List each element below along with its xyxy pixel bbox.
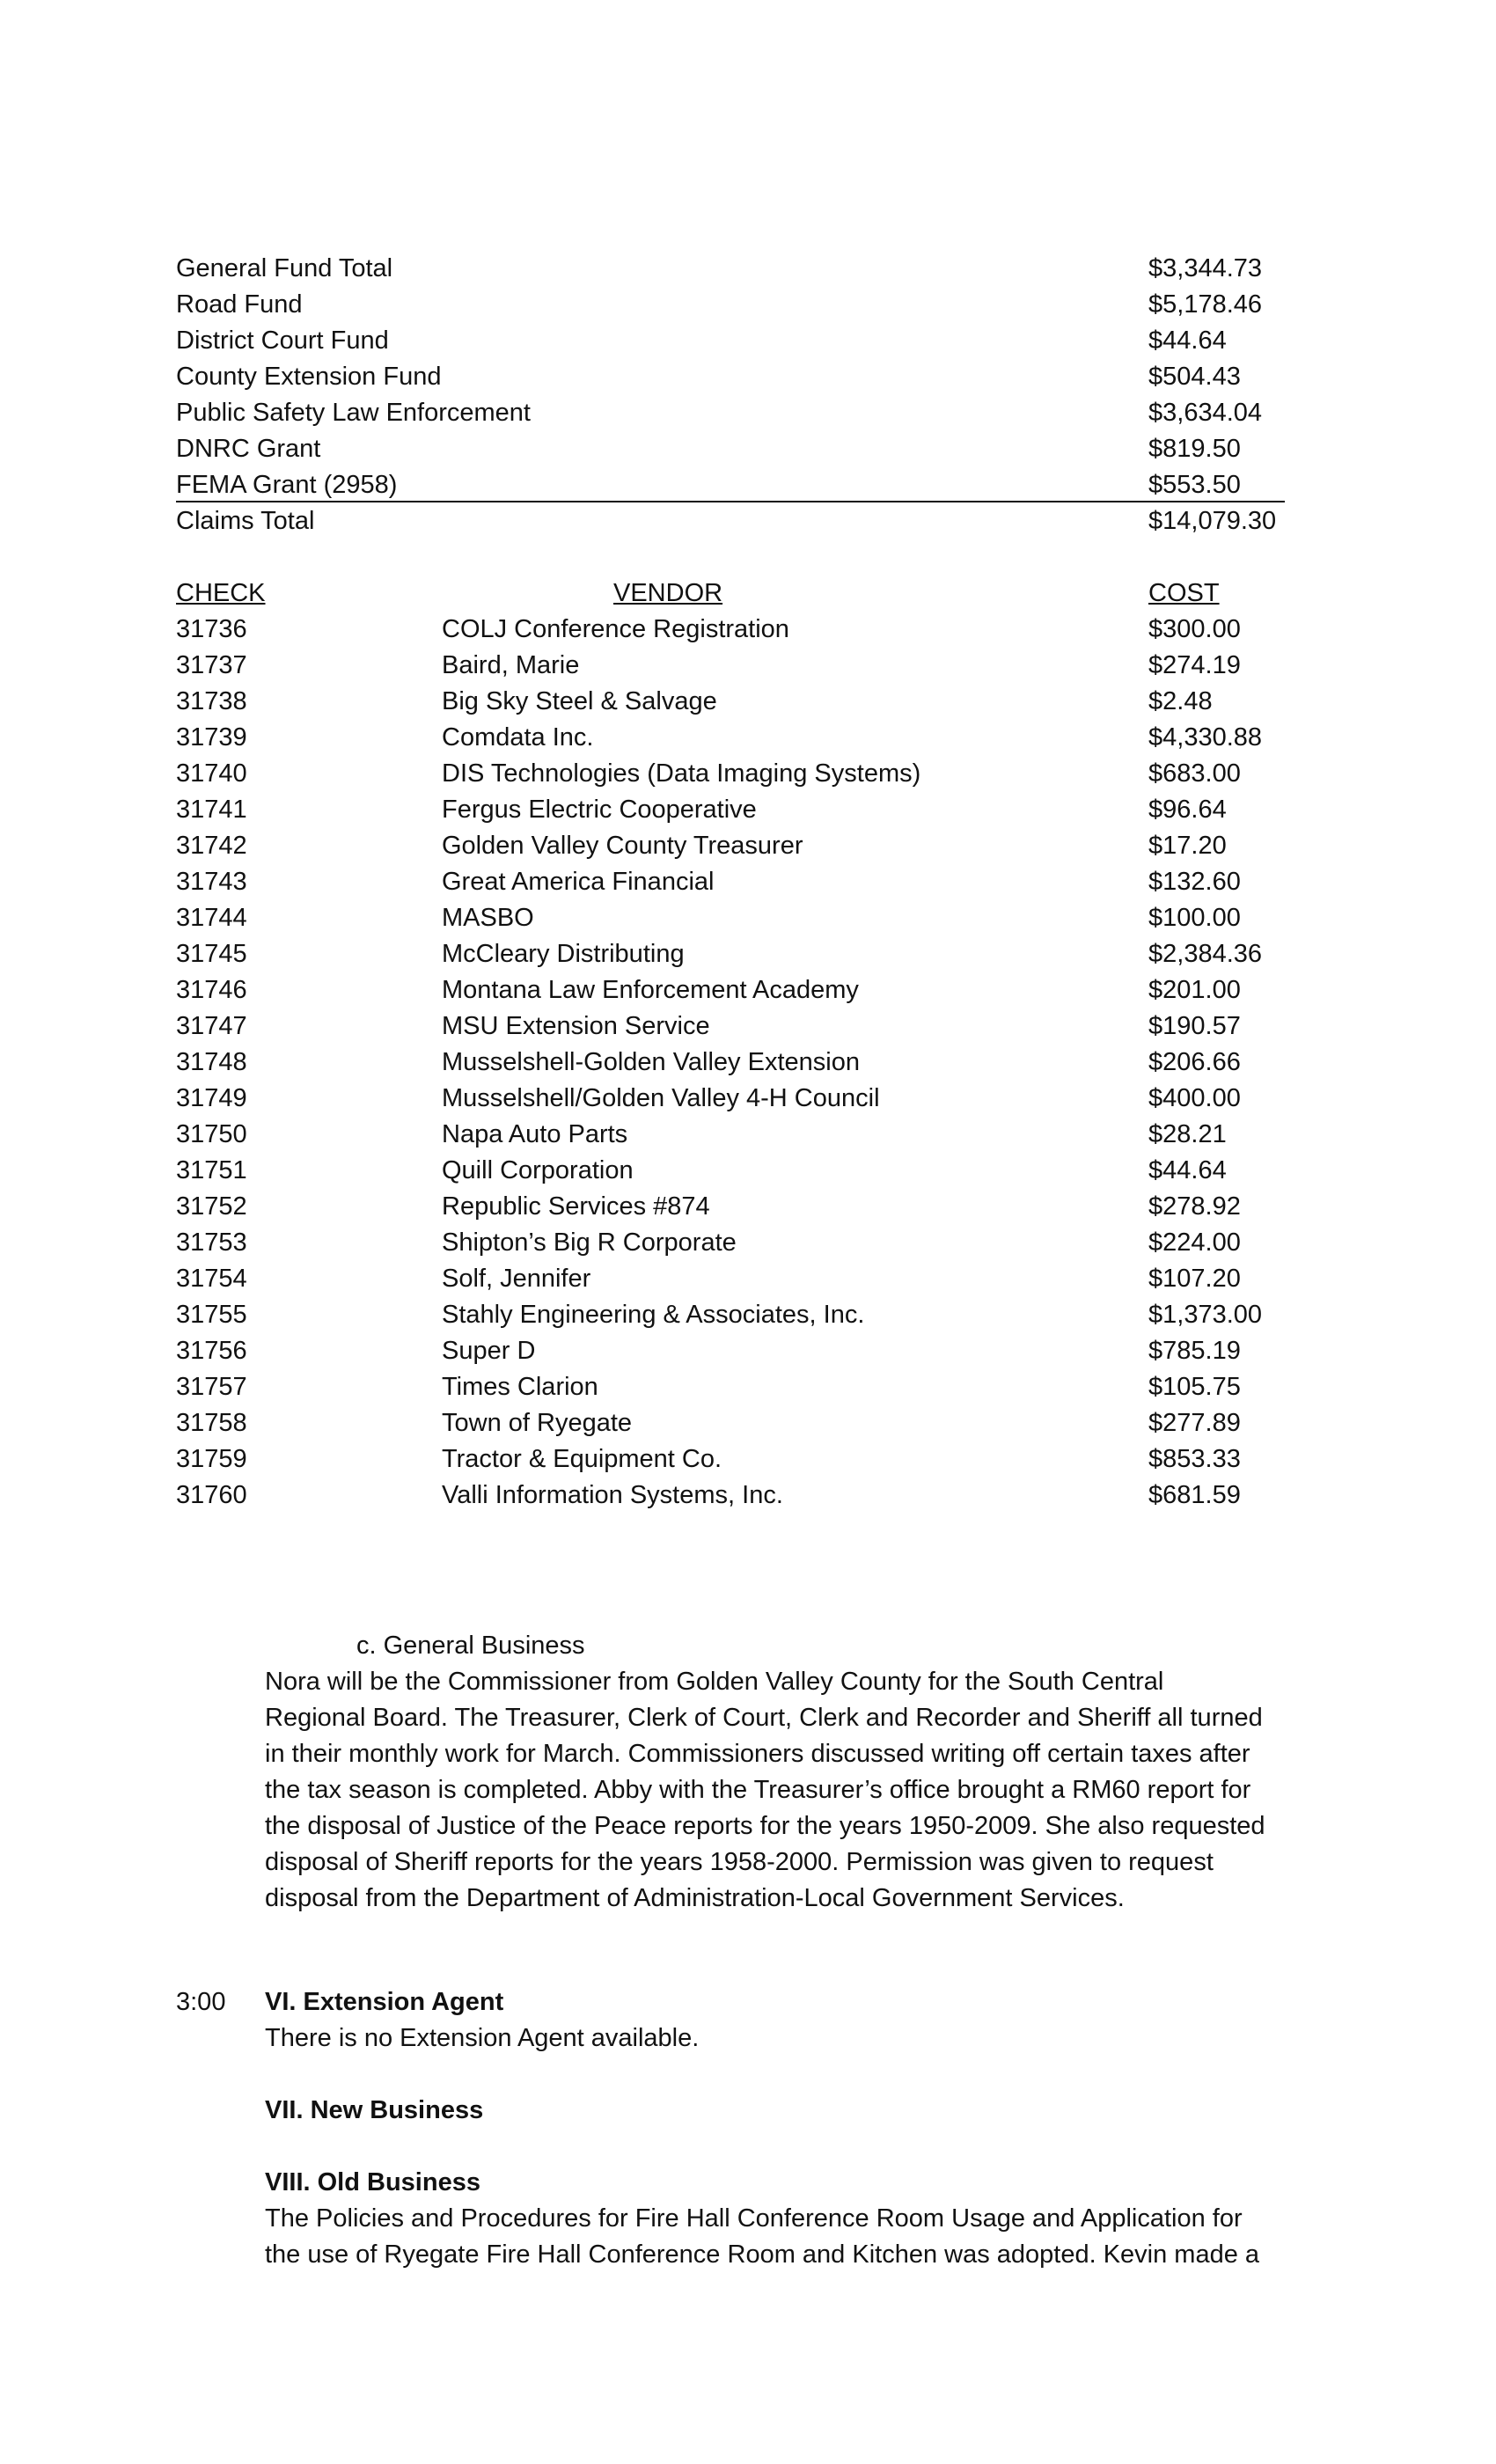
extension-agent-text: There is no Extension Agent available. — [265, 2024, 700, 2052]
table-row — [176, 1008, 1320, 1044]
vendor-name: Super D — [442, 1337, 536, 1365]
check-number: 31754 — [176, 1265, 247, 1293]
check-number: 31759 — [176, 1445, 247, 1473]
table-row — [176, 1369, 1320, 1404]
table-row — [176, 648, 1320, 683]
text-line: Nora will be the Commissioner from Golden Valley County for the South Central — [265, 1668, 1164, 1696]
table-row — [176, 1261, 1320, 1296]
table-row — [176, 684, 1320, 719]
table-row — [176, 1081, 1320, 1116]
text-line: Regional Board. The Treasurer, Clerk of Court, Clerk and Recorder and Sheriff all turned — [265, 1704, 1263, 1732]
vendor-name: Great America Financial — [442, 868, 715, 896]
vendor-name: Big Sky Steel & Salvage — [442, 687, 717, 715]
fund-row-district-court — [176, 323, 1285, 358]
check-cost: $278.92 — [1148, 1192, 1241, 1221]
check-number: 31747 — [176, 1012, 247, 1040]
fund-label: General Fund Total — [176, 254, 393, 282]
check-cost: $274.19 — [1148, 651, 1241, 679]
table-row — [176, 1225, 1320, 1260]
fund-amount: $819.50 — [1148, 435, 1241, 463]
new-business-heading: VII. New Business — [265, 2096, 484, 2124]
table-row — [176, 828, 1320, 863]
check-number: 31745 — [176, 940, 247, 968]
vendor-name: Musselshell-Golden Valley Extension — [442, 1048, 860, 1076]
table-row — [176, 1333, 1320, 1368]
old-business-heading: VIII. Old Business — [265, 2168, 480, 2196]
text-line: disposal of Sheriff reports for the years 1958-2000. Permission was given to request — [265, 1848, 1214, 1876]
header-cost: COST — [1148, 579, 1220, 607]
text-line: the use of Ryegate Fire Hall Conference Room and Kitchen was adopted. Kevin made a — [265, 2240, 1260, 2269]
vendor-name: MASBO — [442, 904, 534, 932]
fund-amount: $5,178.46 — [1148, 290, 1263, 319]
text-line: the disposal of Justice of the Peace reports for the years 1950-2009. She also requested — [265, 1812, 1265, 1840]
check-number: 31738 — [176, 687, 247, 715]
vendor-name: Stahly Engineering & Associates, Inc. — [442, 1301, 865, 1329]
check-cost: $681.59 — [1148, 1481, 1241, 1509]
check-cost: $17.20 — [1148, 832, 1227, 860]
check-cost: $785.19 — [1148, 1337, 1241, 1365]
fund-label: Road Fund — [176, 290, 303, 319]
fund-label: District Court Fund — [176, 326, 389, 355]
table-row — [176, 1441, 1320, 1477]
agenda-time: 3:00 — [176, 1988, 226, 2016]
table-row — [176, 756, 1320, 791]
table-row — [176, 1189, 1320, 1224]
vendor-name: Fergus Electric Cooperative — [442, 796, 757, 824]
check-number: 31744 — [176, 904, 247, 932]
check-cost: $44.64 — [1148, 1156, 1227, 1184]
check-number: 31743 — [176, 868, 247, 896]
check-cost: $853.33 — [1148, 1445, 1241, 1473]
vendor-name: McCleary Distributing — [442, 940, 685, 968]
table-row — [176, 1478, 1320, 1513]
text-line: the tax season is completed. Abby with the Treasurer’s office brought a RM60 report for — [265, 1776, 1251, 1804]
check-number: 31753 — [176, 1228, 247, 1257]
text-line: disposal from the Department of Administration-Local Government Services. — [265, 1884, 1125, 1912]
check-cost: $190.57 — [1148, 1012, 1241, 1040]
table-row — [176, 864, 1320, 899]
table-row — [176, 972, 1320, 1008]
vendor-name: Montana Law Enforcement Academy — [442, 976, 859, 1004]
check-number: 31756 — [176, 1337, 247, 1365]
check-number: 31736 — [176, 615, 247, 643]
check-cost: $683.00 — [1148, 759, 1241, 788]
vendor-name: COLJ Conference Registration — [442, 615, 789, 643]
general-business-heading: c. General Business — [356, 1632, 585, 1660]
vendor-name: Republic Services #874 — [442, 1192, 710, 1221]
vendor-name: Shipton’s Big R Corporate — [442, 1228, 737, 1257]
table-row — [176, 936, 1320, 972]
vendor-name: Napa Auto Parts — [442, 1120, 628, 1148]
check-cost: $107.20 — [1148, 1265, 1241, 1293]
extension-agent-heading: VI. Extension Agent — [265, 1988, 504, 2016]
fund-row-county-extension — [176, 359, 1285, 394]
fund-amount: $44.64 — [1148, 326, 1227, 355]
vendor-name: Times Clarion — [442, 1373, 598, 1401]
vendor-name: Tractor & Equipment Co. — [442, 1445, 722, 1473]
check-cost: $100.00 — [1148, 904, 1241, 932]
check-number: 31740 — [176, 759, 247, 788]
fund-label: County Extension Fund — [176, 363, 442, 391]
vendor-name: DIS Technologies (Data Imaging Systems) — [442, 759, 921, 788]
claims-total-row — [176, 503, 1285, 539]
vendor-name: MSU Extension Service — [442, 1012, 710, 1040]
fund-label: FEMA Grant (2958) — [176, 471, 398, 499]
check-number: 31755 — [176, 1301, 247, 1329]
general-business-text — [265, 1664, 1347, 1917]
vendor-name: Quill Corporation — [442, 1156, 634, 1184]
check-cost: $96.64 — [1148, 796, 1227, 824]
header-vendor: VENDOR — [613, 579, 723, 607]
fund-row-dnrc-grant — [176, 431, 1285, 466]
table-row — [176, 1405, 1320, 1441]
table-row — [176, 900, 1320, 935]
check-number: 31751 — [176, 1156, 247, 1184]
check-number: 31749 — [176, 1084, 247, 1112]
vendor-name: Town of Ryegate — [442, 1409, 633, 1437]
fund-amount: $3,634.04 — [1148, 399, 1263, 427]
check-number: 31737 — [176, 651, 247, 679]
check-number: 31746 — [176, 976, 247, 1004]
check-cost: $2.48 — [1148, 687, 1213, 715]
claims-total-label: Claims Total — [176, 507, 315, 535]
check-number: 31742 — [176, 832, 247, 860]
fund-row-general — [176, 251, 1285, 286]
fund-row-public-safety — [176, 395, 1285, 430]
old-business-text — [265, 2201, 1347, 2273]
table-row — [176, 1045, 1320, 1080]
vendor-name: Golden Valley County Treasurer — [442, 832, 803, 860]
check-number: 31739 — [176, 723, 247, 752]
vendor-name: Baird, Marie — [442, 651, 580, 679]
check-cost: $28.21 — [1148, 1120, 1227, 1148]
check-cost: $4,330.88 — [1148, 723, 1263, 752]
check-cost: $105.75 — [1148, 1373, 1241, 1401]
check-cost: $132.60 — [1148, 868, 1241, 896]
vendor-name: Solf, Jennifer — [442, 1265, 591, 1293]
check-cost: $2,384.36 — [1148, 940, 1263, 968]
vendor-name: Valli Information Systems, Inc. — [442, 1481, 783, 1509]
table-row — [176, 1117, 1320, 1152]
fund-row-road — [176, 287, 1285, 322]
fund-amount: $504.43 — [1148, 363, 1241, 391]
check-cost: $400.00 — [1148, 1084, 1241, 1112]
table-row — [176, 612, 1320, 647]
check-number: 31758 — [176, 1409, 247, 1437]
check-number: 31752 — [176, 1192, 247, 1221]
fund-amount: $3,344.73 — [1148, 254, 1263, 282]
fund-label: Public Safety Law Enforcement — [176, 399, 531, 427]
table-row — [176, 1153, 1320, 1188]
check-cost: $300.00 — [1148, 615, 1241, 643]
text-line: in their monthly work for March. Commissioners discussed writing off certain taxes after — [265, 1740, 1250, 1768]
table-header — [176, 576, 1320, 611]
vendor-name: Musselshell/Golden Valley 4-H Council — [442, 1084, 880, 1112]
vendor-name: Comdata Inc. — [442, 723, 594, 752]
text-line: The Policies and Procedures for Fire Hall Conference Room Usage and Application for — [265, 2204, 1243, 2233]
check-cost: $206.66 — [1148, 1048, 1241, 1076]
table-row — [176, 1297, 1320, 1332]
check-cost: $1,373.00 — [1148, 1301, 1263, 1329]
fund-row-fema-grant — [176, 467, 1285, 502]
table-row — [176, 720, 1320, 755]
check-number: 31757 — [176, 1373, 247, 1401]
fund-amount: $553.50 — [1148, 471, 1241, 499]
check-cost: $277.89 — [1148, 1409, 1241, 1437]
claims-total-amount: $14,079.30 — [1148, 507, 1277, 535]
check-cost: $201.00 — [1148, 976, 1241, 1004]
check-number: 31760 — [176, 1481, 247, 1509]
header-check: CHECK — [176, 579, 266, 607]
check-number: 31741 — [176, 796, 247, 824]
table-row — [176, 792, 1320, 827]
check-cost: $224.00 — [1148, 1228, 1241, 1257]
check-number: 31748 — [176, 1048, 247, 1076]
fund-label: DNRC Grant — [176, 435, 321, 463]
check-number: 31750 — [176, 1120, 247, 1148]
